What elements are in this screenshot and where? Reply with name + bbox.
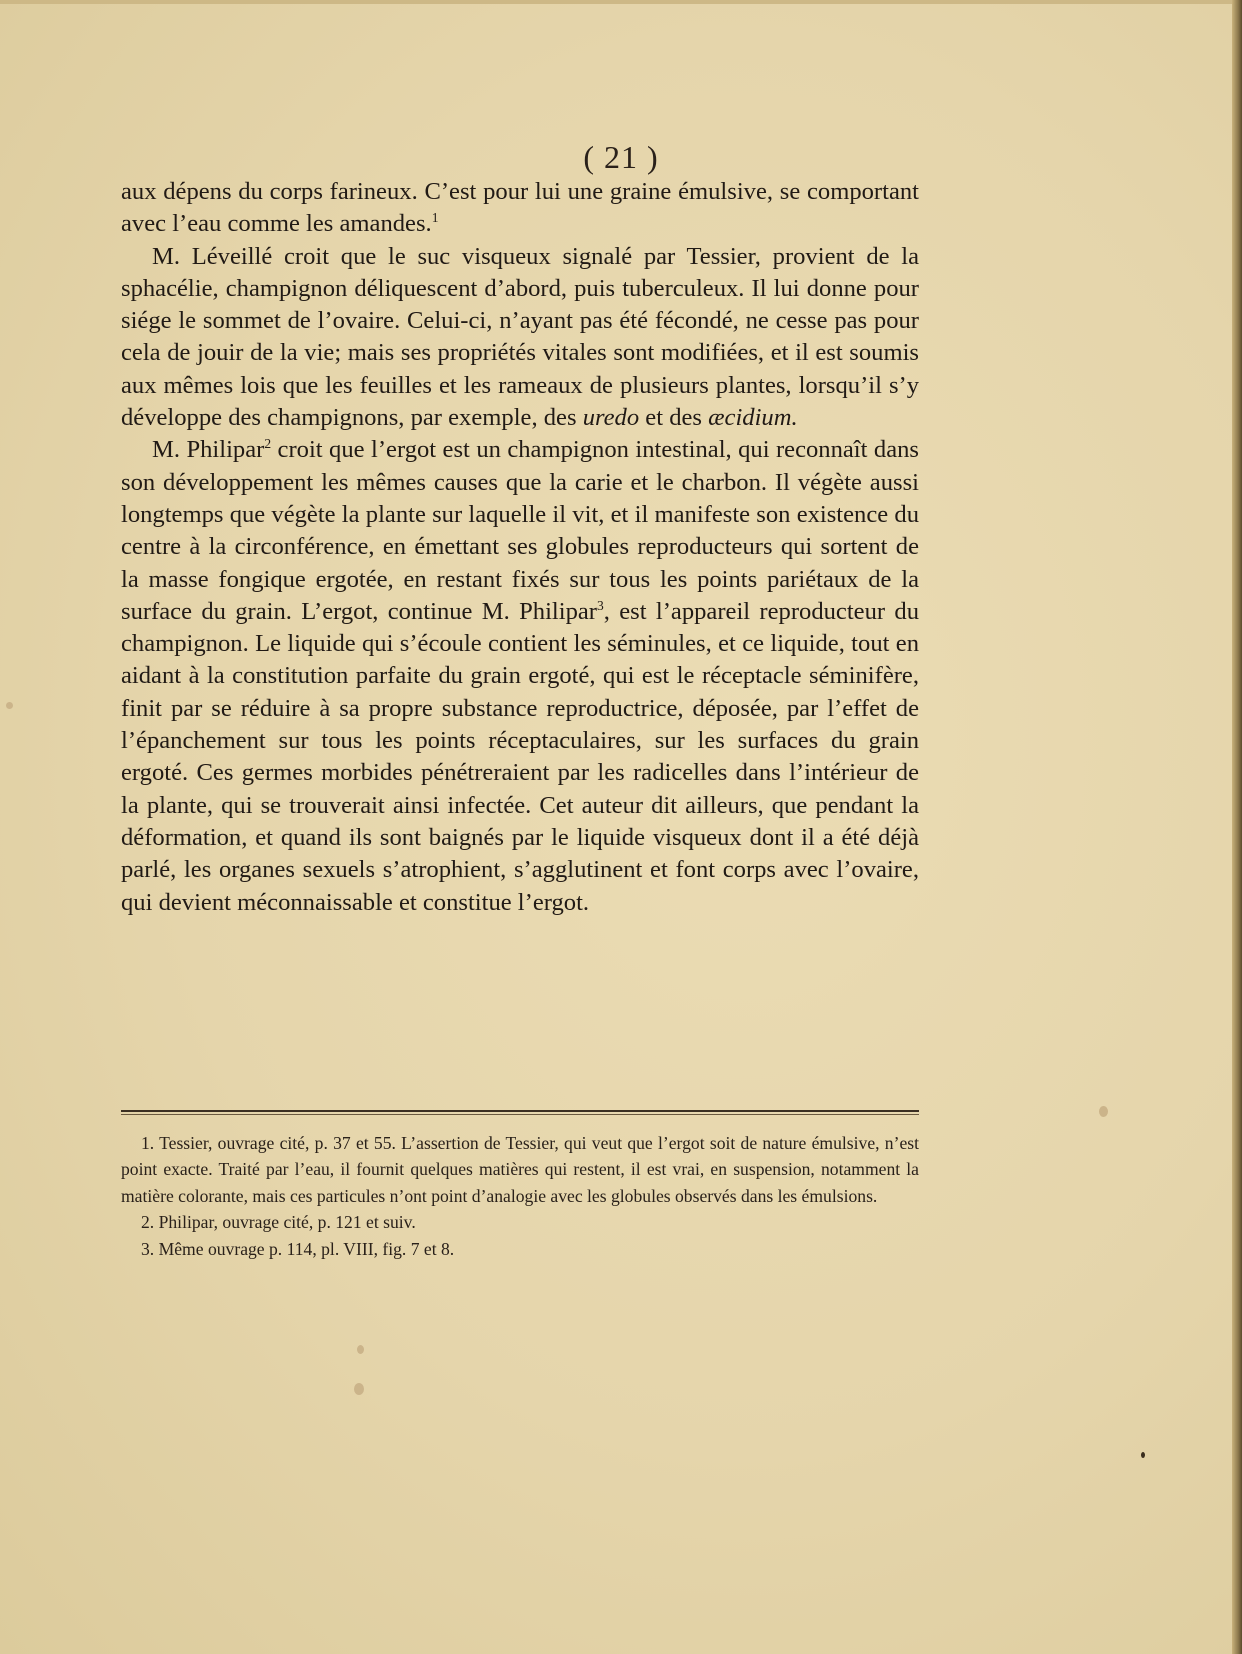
text-run: croit que l’ergot est un champignon intestinal, qui reconnaît dans son développement les mêmes causes que la carie et le charbon. Il végète aussi longtemps que végète la plante sur laquelle il vit, et il manifeste son existence du centre à la circonférence, en émettant ses globules reproducteurs qui sortent de la masse fongique ergotée, en restant fixés sur tous les points pariétaux de la surface du grain. L’ergot, continue M. Philipar bbox=[121, 436, 919, 625]
paragraph-3 bbox=[121, 434, 919, 918]
footnote-reference: 1 bbox=[431, 210, 439, 226]
page-number: ( 21 ) bbox=[583, 139, 659, 175]
text-run: aux dépens du corps farineux. C’est pour lui une graine émulsive, se comportant avec l’eau comme les amandes. bbox=[121, 178, 919, 238]
footnote-2: 2. Philipar, ouvrage cité, p. 121 et suiv. bbox=[141, 1212, 416, 1233]
text-run: , est l’appareil reproducteur du champignon. Le liquide qui s’écoule contient les séminules, et ce liquide, tout en aidant à la constitution parfaite du grain ergoté, qui est le réceptacle séminifère, finit par se réduire à sa propre substance reproductrice, déposée, par l’effet de l’épanchement sur tous les points réceptaculaires, sur les surfaces du grain ergoté. Ces germes morbides pénétreraient par les radicelles dans l’intérieur de la plante, qui se trouverait ainsi infectée. Cet auteur dit ailleurs, que pendant la déformation, et quand ils sont baignés par le liquide visqueux dont il a été déjà parlé, les organes sexuels s’atrophient, s’agglutinent et font corps avec l’ovaire, qui devient méconnaissable et constitue l’ergot. bbox=[121, 597, 919, 916]
paper-speck bbox=[1099, 1106, 1108, 1117]
paper-speck bbox=[357, 1345, 364, 1354]
paper-speck bbox=[354, 1383, 364, 1395]
text-run: M. Philipar bbox=[152, 436, 265, 464]
paper-speck bbox=[1141, 1452, 1145, 1458]
text-run: et des bbox=[639, 404, 709, 432]
text-run: M. Léveillé croit que le suc visqueux signalé par Tessier, provient de la sphacélie, champignon déliquescent d’abord, puis tuberculeux. Il lui donne pour siége le sommet de l’ovaire. Celui-ci, n’ayant pas été fécondé, ne cesse pas pour cela de jouir de la vie; mais ses propriétés vitales sont modifiées, et il est soumis aux mêmes lois que les feuilles et les rameaux de plusieurs plantes, lorsqu’il s’y développe des champignons, par exemple, des bbox=[121, 242, 919, 432]
footnote-rule-thin bbox=[121, 1114, 919, 1115]
italic-term: æcidium. bbox=[708, 404, 798, 432]
paper-speck bbox=[6, 702, 13, 709]
paragraph-2 bbox=[121, 241, 919, 435]
footnote-reference: 2 bbox=[264, 436, 272, 452]
footnote-rule bbox=[121, 1110, 919, 1112]
footnote-3: 3. Même ouvrage p. 114, pl. VIII, fig. 7 et 8. bbox=[141, 1238, 455, 1259]
italic-term: uredo bbox=[582, 404, 640, 432]
footnote-1: 1. Tessier, ouvrage cité, p. 37 et 55. L’assertion de Tessier, qui veut que l’ergot soit de nature émulsive, n’est point exacte. Traité par l’eau, il fournit quelques matières qui restent, il est vrai, en suspension, notamment la matière colorante, mais ces particules n’ont point d’analogie avec les globules observés dans les émulsions. bbox=[121, 1133, 919, 1206]
footnote-reference: 3 bbox=[597, 597, 604, 613]
page-right-edge bbox=[1232, 0, 1242, 1654]
paragraph-1 bbox=[121, 176, 919, 241]
main-text bbox=[121, 176, 919, 919]
page-top-edge bbox=[0, 0, 1242, 4]
footnotes bbox=[121, 1130, 919, 1262]
